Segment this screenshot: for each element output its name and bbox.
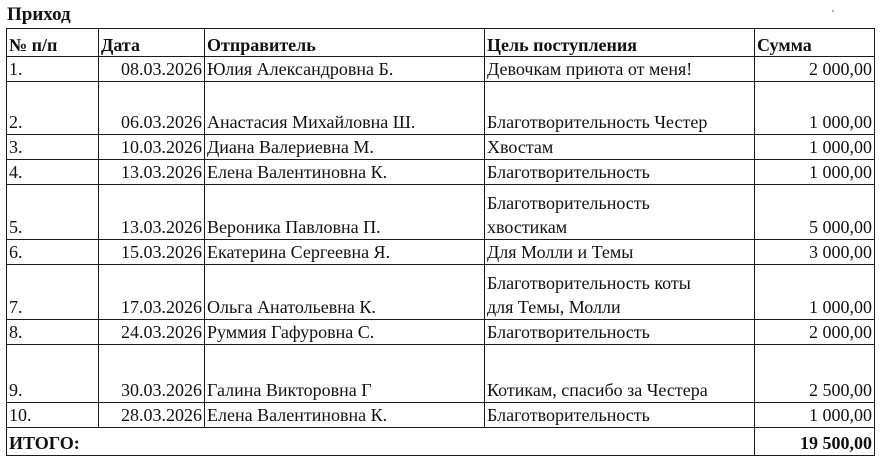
row-num: 4. bbox=[7, 160, 99, 185]
table-row bbox=[7, 240, 875, 265]
row-amount: 1 000,00 bbox=[755, 135, 875, 160]
table-row bbox=[7, 345, 875, 403]
row-amount: 5 000,00 bbox=[755, 185, 875, 240]
report-title: Приход bbox=[7, 4, 71, 25]
row-amount: 2 000,00 bbox=[755, 320, 875, 345]
header-num: № п/п bbox=[7, 29, 99, 57]
table-row bbox=[7, 403, 875, 428]
row-purpose: Для Молли и Темы bbox=[485, 240, 755, 265]
table-header-row bbox=[7, 29, 875, 57]
row-purpose-line: Благотворительность bbox=[487, 193, 650, 213]
row-sender: Елена Валентиновна К. bbox=[205, 403, 485, 428]
row-num: 7. bbox=[7, 265, 99, 320]
row-num: 9. bbox=[7, 345, 99, 403]
row-sender: Вероника Павловна П. bbox=[205, 185, 485, 240]
table-row bbox=[7, 160, 875, 185]
row-purpose bbox=[485, 185, 755, 240]
table-row bbox=[7, 82, 875, 135]
row-amount: 1 000,00 bbox=[755, 403, 875, 428]
header-sender: Отправитель bbox=[205, 29, 485, 57]
row-sender: Галина Викторовна Г bbox=[205, 345, 485, 403]
row-date: 30.03.2026 bbox=[99, 345, 205, 403]
row-purpose-line: хвостикам bbox=[487, 217, 568, 237]
row-amount: 1 000,00 bbox=[755, 160, 875, 185]
row-amount: 3 000,00 bbox=[755, 240, 875, 265]
row-purpose bbox=[485, 265, 755, 320]
row-purpose: Девочкам приюта от меня! bbox=[485, 57, 755, 82]
table-row bbox=[7, 185, 875, 240]
row-sender: Диана Валериевна М. bbox=[205, 135, 485, 160]
row-purpose: Котикам, спасибо за Честера bbox=[485, 345, 755, 403]
row-purpose: Благотворительность bbox=[485, 320, 755, 345]
row-num: 3. bbox=[7, 135, 99, 160]
row-purpose: Хвостам bbox=[485, 135, 755, 160]
header-amount: Сумма bbox=[755, 29, 875, 57]
row-purpose: Благотворительность bbox=[485, 403, 755, 428]
total-label: ИТОГО: bbox=[7, 428, 755, 456]
row-date: 13.03.2026 bbox=[99, 160, 205, 185]
row-date: 15.03.2026 bbox=[99, 240, 205, 265]
table-row bbox=[7, 320, 875, 345]
table-row bbox=[7, 57, 875, 82]
header-date: Дата bbox=[99, 29, 205, 57]
row-sender: Елена Валентиновна К. bbox=[205, 160, 485, 185]
row-num: 10. bbox=[7, 403, 99, 428]
row-date: 13.03.2026 bbox=[99, 185, 205, 240]
row-sender: Ольга Анатольевна К. bbox=[205, 265, 485, 320]
row-sender: Юлия Александровна Б. bbox=[205, 57, 485, 82]
row-sender: Анастасия Михайловна Ш. bbox=[205, 82, 485, 135]
row-num: 8. bbox=[7, 320, 99, 345]
row-date: 28.03.2026 bbox=[99, 403, 205, 428]
row-date: 17.03.2026 bbox=[99, 265, 205, 320]
row-amount: 2 000,00 bbox=[755, 57, 875, 82]
table-row bbox=[7, 135, 875, 160]
row-amount: 2 500,00 bbox=[755, 345, 875, 403]
row-sender: Екатерина Сергеевна Я. bbox=[205, 240, 485, 265]
row-num: 6. bbox=[7, 240, 99, 265]
row-num: 5. bbox=[7, 185, 99, 240]
row-date: 10.03.2026 bbox=[99, 135, 205, 160]
table-row bbox=[7, 265, 875, 320]
income-table bbox=[6, 28, 875, 456]
row-num: 1. bbox=[7, 57, 99, 82]
row-sender: Руммия Гафуровна С. bbox=[205, 320, 485, 345]
row-purpose: Благотворительность bbox=[485, 160, 755, 185]
row-purpose-line: Благотворительность коты bbox=[487, 273, 691, 293]
row-purpose-line: для Темы, Молли bbox=[487, 297, 621, 317]
total-row bbox=[7, 428, 875, 456]
row-date: 08.03.2026 bbox=[99, 57, 205, 82]
header-purpose: Цель поступления bbox=[485, 29, 755, 57]
row-date: 06.03.2026 bbox=[99, 82, 205, 135]
row-date: 24.03.2026 bbox=[99, 320, 205, 345]
row-amount: 1 000,00 bbox=[755, 265, 875, 320]
total-amount: 19 500,00 bbox=[755, 428, 875, 456]
row-num: 2. bbox=[7, 82, 99, 135]
row-amount: 1 000,00 bbox=[755, 82, 875, 135]
income-report bbox=[6, 2, 878, 456]
row-purpose: Благотворительность Честер bbox=[485, 82, 755, 135]
